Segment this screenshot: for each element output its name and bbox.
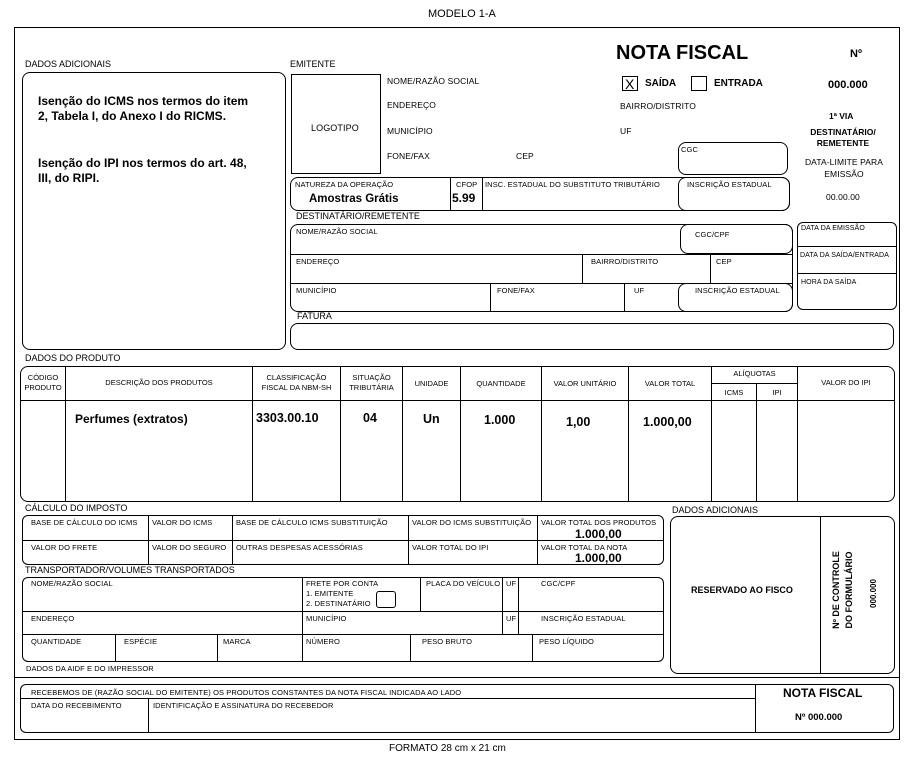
placa-label: PLACA DO VEÍCULO	[426, 579, 501, 588]
emitente-nome-label: NOME/RAZÃO SOCIAL	[387, 76, 480, 86]
hdr-valor-ipi: VALOR DO IPI	[821, 378, 871, 387]
valor-produtos-value: 1.000,00	[575, 527, 622, 541]
frete-checkbox[interactable]	[376, 591, 396, 608]
especie-label: ESPÉCIE	[124, 637, 158, 646]
emitente-municipio-label: MUNICÍPIO	[387, 126, 433, 136]
data-saida-label: DATA DA SAÍDA/ENTRADA	[800, 252, 889, 259]
hdr-classificacao: CLASSIFICAÇÃO FISCAL DA NBM-SH	[261, 373, 332, 392]
transp-insc-label: INSCRIÇÃO ESTADUAL	[541, 614, 626, 623]
dados-adicionais-text1: Isenção do ICMS nos termos do item 2, Tabela I, do Anexo I do RICMS.	[38, 94, 249, 123]
dest-endereco-label: ENDEREÇO	[296, 257, 340, 266]
dest-bairro-label: BAIRRO/DISTRITO	[591, 257, 659, 266]
data-emissao-label: DATA DA EMISSÃO	[801, 225, 865, 232]
hdr-icms: ICMS	[724, 388, 744, 397]
frete-label: FRETE POR CONTA	[306, 579, 379, 588]
recibo-nota-fiscal: NOTA FISCAL	[783, 686, 863, 700]
row-unidade: Un	[423, 412, 440, 426]
valor-subst-label: VALOR DO ICMS SUBSTITUIÇÃO	[412, 518, 532, 527]
outras-despesas-label: OUTRAS DESPESAS ACESSÓRIAS	[236, 543, 363, 552]
numero-value: 000.000	[828, 79, 868, 91]
fatura-box	[290, 323, 894, 350]
hdr-codigo: CÓDIGO PRODUTO	[24, 373, 62, 392]
hdr-situacao: SITUAÇÃO TRIBUTÁRIA	[349, 373, 394, 392]
cgc-label: CGC	[681, 145, 698, 154]
base-subst-label: BASE DE CÁLCULO ICMS SUBSTITUIÇÃO	[236, 518, 388, 527]
data-limite-label: DATA-LIMITE PARA EMISSÃO	[804, 157, 884, 179]
transp-uf2-label: UF	[506, 614, 517, 623]
frete-emitente-label: 1. EMITENTE	[306, 589, 354, 598]
fatura-title: FATURA	[297, 311, 332, 321]
quantidade-label: QUANTIDADE	[31, 637, 82, 646]
peso-liquido-label: PESO LÍQUIDO	[539, 637, 594, 646]
recibo-numero: Nº 000.000	[795, 712, 843, 723]
logotipo-label: LOGOTIPO	[311, 123, 359, 133]
dados-adicionais-title: DADOS ADICIONAIS	[25, 59, 112, 69]
numero-label: Nº	[850, 48, 862, 60]
numero-transp-label: NÚMERO	[306, 637, 340, 646]
emitente-uf-label: UF	[620, 126, 632, 136]
controle-number: 000.000	[869, 579, 878, 608]
formato-caption: FORMATO 28 cm x 21 cm	[389, 743, 506, 754]
modelo-caption: MODELO 1-A	[428, 8, 496, 20]
dest-uf-label: UF	[634, 286, 645, 295]
data-limite-value: 00.00.00	[826, 192, 860, 202]
row-valor-total: 1.000,00	[643, 415, 692, 429]
nota-fiscal-title: NOTA FISCAL	[616, 42, 749, 64]
hdr-unidade: UNIDADE	[414, 379, 449, 388]
dados-adicionais-text2: Isenção do IPI nos termos do art. 48, III, do RIPI.	[38, 156, 247, 185]
row-quantidade: 1.000	[484, 413, 516, 427]
peso-bruto-label: PESO BRUTO	[422, 637, 473, 646]
dest-cgc-label: CGC/CPF	[695, 230, 730, 239]
base-icms-label: BASE DE CÁLCULO DO ICMS	[31, 518, 138, 527]
emitente-endereco-label: ENDEREÇO	[387, 100, 436, 110]
reservado-box	[670, 516, 895, 674]
hdr-aliquotas: ALÍQUOTAS	[733, 369, 776, 378]
cfop-value: 5.99	[452, 191, 476, 205]
dest-insc-label: INSCRIÇÃO ESTADUAL	[695, 286, 780, 295]
natureza-value: Amostras Grátis	[309, 193, 399, 205]
total-ipi-label: VALOR TOTAL DO IPI	[412, 543, 489, 552]
dest-fone-label: FONE/FAX	[497, 286, 535, 295]
row-classificacao: 3303.00.10	[256, 411, 319, 425]
hora-saida-label: HORA DA SAÍDA	[801, 279, 857, 286]
destinatario-remetente-label: DESTINATÁRIO/ REMETENTE	[810, 127, 876, 148]
valor-nota-label: VALOR TOTAL DA NOTA	[541, 543, 628, 552]
valor-frete-label: VALOR DO FRETE	[31, 543, 98, 552]
natureza-label: NATUREZA DA OPERAÇÃO	[295, 180, 394, 189]
saida-checkbox[interactable]	[622, 76, 638, 91]
data-recebimento-label: DATA DO RECEBIMENTO	[31, 701, 122, 710]
valor-nota-value: 1.000,00	[575, 551, 622, 565]
transp-nome-label: NOME/RAZÃO SOCIAL	[31, 579, 113, 588]
calculo-title: CÁLCULO DO IMPOSTO	[25, 503, 128, 513]
valor-produtos-label: VALOR TOTAL DOS PRODUTOS	[541, 518, 657, 527]
emitente-fone-label: FONE/FAX	[387, 151, 430, 161]
aidf-label: DADOS DA AIDF E DO IMPRESSOR	[26, 664, 154, 673]
row-situacao: 04	[363, 411, 377, 425]
dados-adicionais2-title: DADOS ADICIONAIS	[672, 505, 759, 515]
saida-label: SAÍDA	[645, 78, 677, 89]
transp-endereco-label: ENDEREÇO	[31, 614, 75, 623]
reservado-label: RESERVADO AO FISCO	[691, 585, 793, 595]
dest-cgc-box	[680, 224, 793, 254]
hdr-valor-total: VALOR TOTAL	[644, 379, 696, 388]
produto-title: DADOS DO PRODUTO	[25, 353, 121, 363]
dest-cep-label: CEP	[716, 257, 732, 266]
destinatario-title: DESTINATÁRIO/REMETENTE	[296, 211, 420, 221]
valor-icms-label: VALOR DO ICMS	[152, 518, 213, 527]
dest-nome-label: NOME/RAZÃO SOCIAL	[296, 227, 378, 236]
frete-destinatario-label: 2. DESTINATÁRIO	[306, 599, 371, 608]
insc-estadual-label: INSCRIÇÃO ESTADUAL	[687, 180, 772, 189]
insc-subst-label: INSC. ESTADUAL DO SUBSTITUTO TRIBUTÁRIO	[485, 180, 660, 189]
emitente-title: EMITENTE	[290, 59, 336, 69]
transp-municipio-label: MUNICÍPIO	[306, 614, 347, 623]
hdr-valor-unitario: VALOR UNITÁRIO	[553, 379, 617, 388]
row-valor-unitario: 1,00	[566, 415, 591, 429]
saida-check-mark: X	[625, 76, 635, 92]
via-label: 1ª VIA	[829, 111, 854, 121]
controle-label: Nº DE CONTROLE DO FORMULÁRIO	[831, 551, 854, 629]
entrada-label: ENTRADA	[714, 78, 763, 89]
recibo-text: RECEBEMOS DE (RAZÃO SOCIAL DO EMITENTE) OS PRODUTOS CONSTANTES DA NOTA FISCAL INDICADA AO LADO	[31, 688, 462, 697]
valor-seguro-label: VALOR DO SEGURO	[152, 543, 227, 552]
row-descricao: Perfumes (extratos)	[75, 412, 188, 426]
hdr-ipi: IPI	[772, 388, 782, 397]
marca-label: MARCA	[223, 637, 251, 646]
cfop-label: CFOP	[456, 180, 478, 189]
hdr-quantidade: QUANTIDADE	[476, 379, 526, 388]
identificacao-label: IDENTIFICAÇÃO E ASSINATURA DO RECEBEDOR	[153, 701, 334, 710]
transportador-title: TRANSPORTADOR/VOLUMES TRANSPORTADOS	[25, 565, 235, 575]
transp-cgc-label: CGC/CPF	[541, 579, 576, 588]
emitente-bairro-label: BAIRRO/DISTRITO	[620, 101, 696, 111]
dest-municipio-label: MUNICÍPIO	[296, 286, 337, 295]
emitente-cep-label: CEP	[516, 151, 534, 161]
datas-box	[797, 222, 897, 310]
hdr-descricao: DESCRIÇÃO DOS PRODUTOS	[105, 378, 213, 387]
transp-uf-label: UF	[506, 579, 517, 588]
entrada-checkbox[interactable]	[691, 76, 707, 91]
